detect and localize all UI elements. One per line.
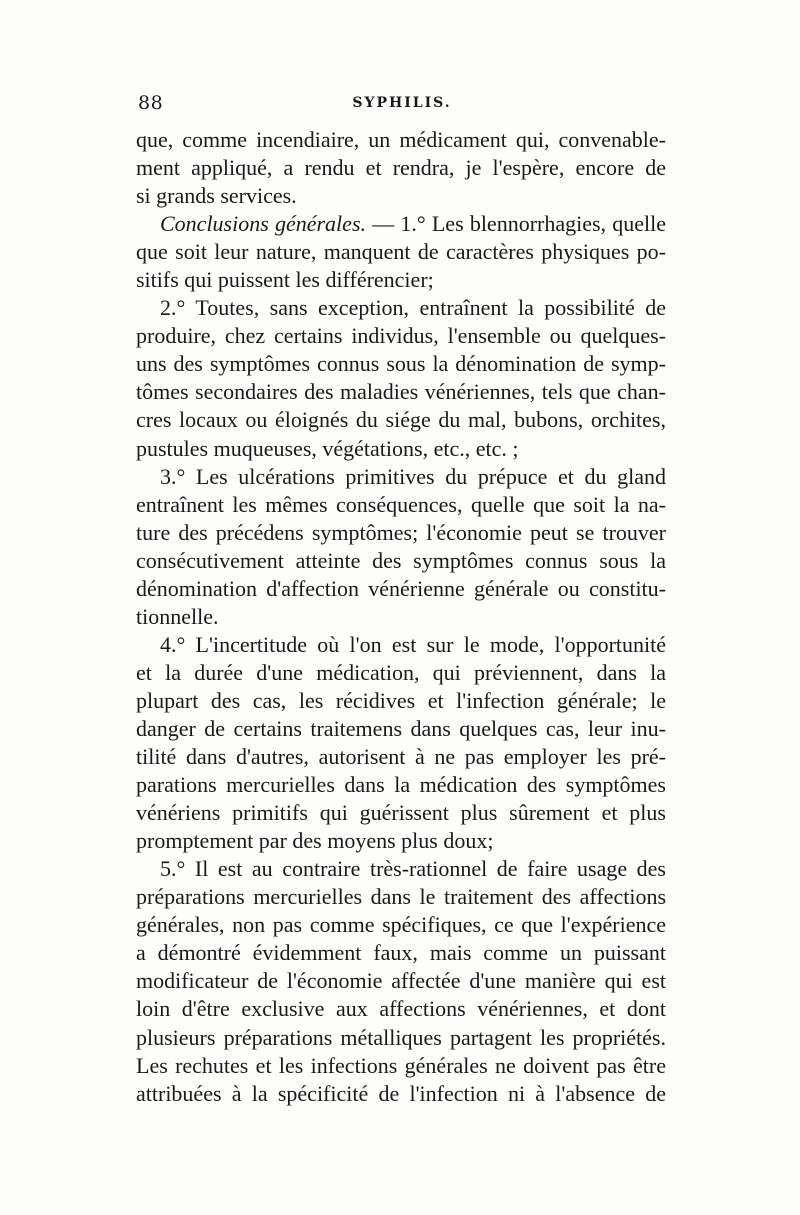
text-line: générales, non pas comme spécifiques, ce que l'expérience <box>136 912 666 938</box>
text-line: que, comme incendiaire, un médicament qui, convenable- <box>136 127 666 152</box>
text-line: entraînent les mêmes conséquences, quelle que soit la na- <box>136 491 666 517</box>
text-line: modificateur de l'économie affectée d'une manière qui est <box>136 968 666 994</box>
text-line: 5.° Il est au contraire très-rationnel de faire usage des <box>160 856 666 882</box>
text-line: danger de certains traitemens dans quelques cas, leur inu- <box>136 715 666 741</box>
text-line: cres locaux ou éloignés du siége du mal, bubons, orchites, <box>136 407 666 433</box>
text-line: vénériens primitifs qui guérissent plus sûrement et plus <box>136 800 666 826</box>
text-line: promptement par des moyens plus doux; <box>136 828 494 854</box>
running-head: SYPHILIS. <box>352 95 452 111</box>
body-text <box>136 126 666 1108</box>
text-line: uns des symptômes connus sous la dénomination de symp- <box>136 351 666 377</box>
text-line: attribuées à la spécificité de l'infection ni à l'absence de <box>136 1080 666 1106</box>
italic-heading: Conclusions générales. <box>160 211 367 237</box>
text-line: tionnelle. <box>136 603 219 629</box>
text-line: plupart des cas, les récidives et l'infection générale; le <box>136 687 666 713</box>
text-line: que soit leur nature, manquent de caractères physiques po- <box>136 239 666 265</box>
text-line: parations mercurielles dans la médication des symptômes <box>136 772 666 798</box>
text-line: sitifs qui puissent les différencier; <box>136 267 434 293</box>
text-line: a démontré évidemment faux, mais comme un puissant <box>136 940 666 966</box>
text-line: consécutivement atteinte des symptômes connus sous la <box>136 547 666 573</box>
text-line: plusieurs préparations métalliques partagent les propriétés. <box>136 1024 666 1050</box>
text-line: tilité dans d'autres, autorisent à ne pas employer les pré- <box>136 744 666 770</box>
text-line: 2.° Toutes, sans exception, entraînent la possibilité de <box>160 295 666 321</box>
text-line: pustules muqueuses, végétations, etc., etc. ; <box>136 435 519 461</box>
text-line: ture des précédens symptômes; l'économie peut se trouver <box>136 519 666 545</box>
text-line: et la durée d'une médication, qui préviennent, dans la <box>136 659 666 685</box>
text-line: tômes secondaires des maladies vénériennes, tels que chan- <box>136 379 666 405</box>
text-line: préparations mercurielles dans le traitement des affections <box>136 884 666 910</box>
text-line: dénomination d'affection vénérienne générale ou constitu- <box>136 575 666 601</box>
text-line: Conclusions générales. — 1.° Les blennorrhagies, quelle <box>160 211 666 237</box>
text-line: ment appliqué, a rendu et rendra, je l'espère, encore de <box>136 155 666 181</box>
text-line: loin d'être exclusive aux affections vénériennes, et dont <box>136 996 666 1022</box>
page-number: 88 <box>138 92 164 114</box>
page-header <box>138 92 666 120</box>
text-line: produire, chez certains individus, l'ensemble ou quelques- <box>136 323 666 349</box>
text-line: Les rechutes et les infections générales ne doivent pas être <box>136 1052 666 1078</box>
text-line: 4.° L'incertitude où l'on est sur le mode, l'opportunité <box>160 631 666 657</box>
text-line: 3.° Les ulcérations primitives du prépuce et du gland <box>160 463 666 489</box>
text-line: si grands services. <box>136 183 297 209</box>
